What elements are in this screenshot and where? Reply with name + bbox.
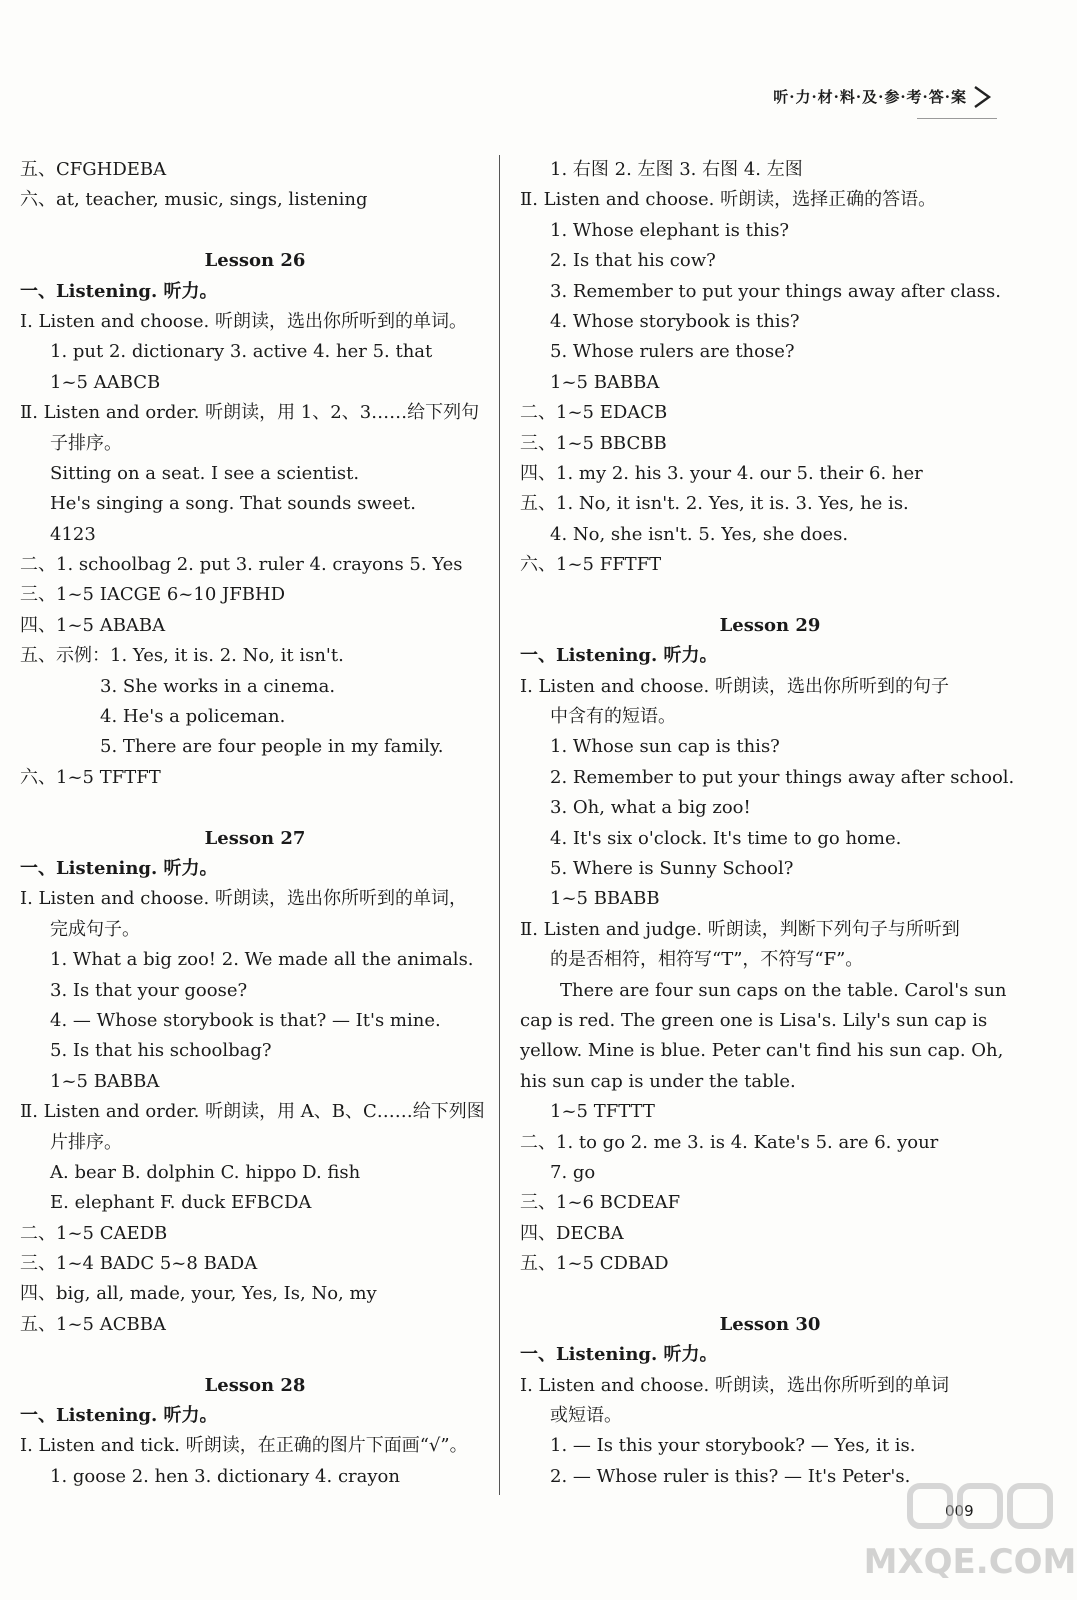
- text-line: 五、1~5 CDBAD: [520, 1253, 669, 1275]
- chevron-right-icon: [969, 84, 995, 110]
- text-line: 完成句子。: [50, 918, 140, 940]
- right-column: [520, 155, 1020, 1492]
- text-line: 1. — Is this your storybook? — Yes, it is.: [550, 1435, 916, 1457]
- spacer: [20, 216, 490, 246]
- text-line: 三、1~4 BADC 5~8 BADA: [20, 1253, 258, 1275]
- text-line: 1. goose 2. hen 3. dictionary 4. crayon: [50, 1465, 400, 1487]
- text-line: 或短语。: [550, 1405, 622, 1427]
- spacer: [520, 580, 1020, 610]
- text-line: 1~5 BABBA: [50, 1070, 160, 1092]
- text-line: 一、Listening. 听力。: [20, 280, 218, 302]
- text-line: 二、1~5 CAEDB: [20, 1222, 168, 1244]
- text-line: cap is red. The green one is Lisa's. Lily's sun cap is: [520, 1009, 988, 1031]
- text-line: 4. He's a policeman.: [100, 706, 286, 728]
- text-line: 的是否相符，相符写“T”，不符写“F”。: [550, 949, 864, 971]
- text-line: 五、CFGHDEBA: [20, 159, 167, 180]
- text-line: 三、1~6 BCDEAF: [520, 1192, 681, 1214]
- text-line: 四、1. my 2. his 3. your 4. our 5. their 6. her: [520, 462, 923, 484]
- lesson-title: Lesson 28: [204, 1374, 306, 1396]
- text-line: 5. There are four people in my family.: [100, 736, 444, 758]
- text-line: 五、1. No, it isn't. 2. Yes, it is. 3. Yes, he is.: [520, 493, 909, 515]
- spacer: [520, 1279, 1020, 1309]
- text-line: Ⅱ. Listen and choose. 听朗读，选择正确的答语。: [520, 189, 937, 211]
- text-line: 一、Listening. 听力。: [20, 1405, 218, 1427]
- text-line: 二、1. schoolbag 2. put 3. ruler 4. crayons 5. Yes: [20, 554, 463, 576]
- text-line: 4. It's six o'clock. It's time to go home.: [550, 827, 902, 849]
- left-column: [20, 155, 490, 1492]
- text-line: Sitting on a seat. I see a scientist.: [50, 462, 360, 484]
- text-line: 六、1~5 FFTFT: [520, 554, 662, 576]
- text-line: 4. No, she isn't. 5. Yes, she does.: [550, 523, 849, 545]
- text-line: 四、1~5 ABABA: [20, 614, 166, 636]
- text-line: E. elephant F. duck EFBCDA: [50, 1192, 312, 1214]
- text-line: 一、Listening. 听力。: [520, 1344, 718, 1366]
- text-line: Ⅰ. Listen and choose. 听朗读，选出你所听到的单词。: [20, 310, 467, 332]
- text-line: 4. — Whose storybook is that? — It's mine.: [50, 1009, 441, 1031]
- watermark-logo: [863, 1478, 1077, 1588]
- text-line: 四、DECBA: [520, 1222, 624, 1244]
- text-line: 二、1~5 EDACB: [520, 402, 668, 424]
- text-line: Ⅰ. Listen and tick. 听朗读，在正确的图片下面画“√”。: [20, 1435, 468, 1457]
- text-line: 3. Remember to put your things away after class.: [550, 280, 1001, 302]
- watermark-text: MXQE.COM: [863, 1542, 1077, 1582]
- text-line: 1. 右图 2. 左图 3. 右图 4. 左图: [550, 159, 803, 180]
- text-line: 1~5 BABBA: [550, 371, 660, 393]
- text-line: 2. Is that his cow?: [550, 250, 716, 272]
- text-line: There are four sun caps on the table. Carol's sun: [560, 979, 1007, 1001]
- text-line: 六、at, teacher, music, sings, listening: [20, 189, 368, 211]
- text-line: 一、Listening. 听力。: [20, 857, 218, 879]
- text-line: 1~5 BBABB: [550, 888, 660, 910]
- text-line: Ⅰ. Listen and choose. 听朗读，选出你所听到的单词: [520, 1374, 949, 1396]
- text-line: 2. — Whose ruler is this? — It's Peter's.: [550, 1465, 911, 1487]
- text-line: 5. Whose rulers are those?: [550, 341, 795, 363]
- text-line: 子排序。: [50, 432, 122, 454]
- text-line: Ⅱ. Listen and order. 听朗读，用 1、2、3……给下列句: [20, 402, 480, 424]
- text-line: Ⅰ. Listen and choose. 听朗读，选出你所听到的单词，: [20, 888, 467, 910]
- column-divider: [499, 155, 500, 1495]
- text-line: 2. Remember to put your things away after school.: [550, 766, 1015, 788]
- text-line: 1. put 2. dictionary 3. active 4. her 5. that: [50, 341, 433, 363]
- text-line: his sun cap is under the table.: [520, 1070, 796, 1092]
- text-line: 4123: [50, 523, 96, 545]
- text-line: 五、1~5 ACBBA: [20, 1313, 166, 1335]
- text-line: 1~5 TFTTT: [550, 1101, 655, 1123]
- spacer: [20, 793, 490, 823]
- text-line: 六、1~5 TFTFT: [20, 766, 161, 788]
- text-line: 3. Oh, what a big zoo!: [550, 797, 751, 819]
- page-number: 009: [945, 1502, 974, 1520]
- text-line: 一、Listening. 听力。: [520, 645, 718, 667]
- text-line: 片排序。: [50, 1131, 122, 1153]
- lesson-title: Lesson 29: [719, 614, 821, 636]
- text-line: 1. Whose sun cap is this?: [550, 736, 780, 758]
- page-header-title: 听·力·材·料·及·参·考·答·案: [773, 88, 967, 106]
- text-line: Ⅱ. Listen and judge. 听朗读，判断下列句子与所听到: [520, 918, 960, 940]
- text-line: 3. She works in a cinema.: [100, 675, 336, 697]
- text-line: 3. Is that your goose?: [50, 979, 248, 1001]
- text-line: 5. Is that his schoolbag?: [50, 1040, 272, 1062]
- text-line: Ⅰ. Listen and choose. 听朗读，选出你所听到的句子: [520, 675, 949, 697]
- text-line: 二、1. to go 2. me 3. is 4. Kate's 5. are 6. your: [520, 1131, 939, 1153]
- lesson-title: Lesson 26: [204, 250, 306, 272]
- spacer: [20, 1340, 490, 1370]
- lesson-title: Lesson 27: [204, 827, 306, 849]
- text-line: 三、1~5 BBCBB: [520, 432, 667, 454]
- header-rule: [917, 118, 997, 119]
- text-line: 4. Whose storybook is this?: [550, 310, 800, 332]
- text-line: 5. Where is Sunny School?: [550, 857, 794, 879]
- lesson-title: Lesson 30: [719, 1313, 821, 1335]
- text-line: 1. What a big zoo! 2. We made all the animals.: [50, 949, 474, 971]
- text-line: 中含有的短语。: [550, 706, 676, 728]
- text-line: He's singing a song. That sounds sweet.: [50, 493, 416, 515]
- text-line: yellow. Mine is blue. Peter can't find his sun cap. Oh,: [520, 1040, 1004, 1062]
- text-line: Ⅱ. Listen and order. 听朗读，用 A、B、C……给下列图: [20, 1101, 485, 1123]
- text-line: 五、示例：1. Yes, it is. 2. No, it isn't.: [20, 645, 344, 667]
- text-line: 四、big, all, made, your, Yes, Is, No, my: [20, 1283, 377, 1305]
- text-line: A. bear B. dolphin C. hippo D. fish: [50, 1161, 361, 1183]
- text-line: 1~5 AABCB: [50, 371, 161, 393]
- text-line: 7. go: [550, 1161, 596, 1183]
- text-line: 1. Whose elephant is this?: [550, 219, 790, 241]
- text-line: 三、1~5 IACGE 6~10 JFBHD: [20, 584, 286, 606]
